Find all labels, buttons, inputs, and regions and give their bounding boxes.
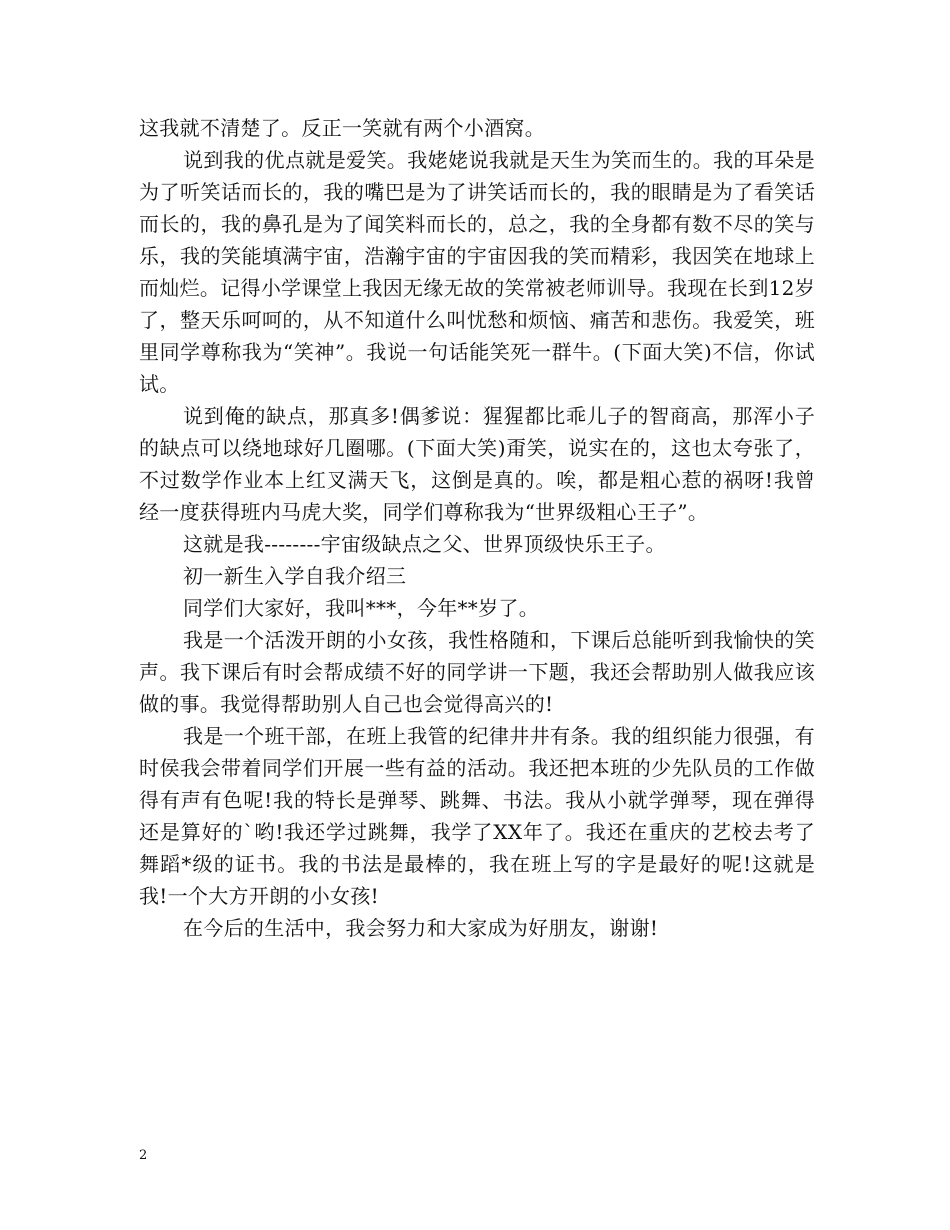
paragraph-3: 说到俺的缺点，那真多!偶爹说：猩猩都比乖儿子的智商高，那浑小子的缺点可以绕地球好几圈哪。(下面大笑)甭笑，说实在的，这也太夸张了，不过数学作业本上红叉满天飞，这倒是真的。唉，都是粗心惹的祸呀!我曾经一度获得班内马虎大奖，同学们尊称我为“世界级粗心王子”。 xyxy=(139,404,815,524)
paragraph-6: 同学们大家好，我叫***，今年**岁了。 xyxy=(183,596,539,620)
paragraph-4: 这就是我--------宇宙级缺点之父、世界顶级快乐王子。 xyxy=(183,532,666,556)
paragraph-2: 说到我的优点就是爱笑。我姥姥说我就是天生为笑而生的。我的耳朵是为了听笑话而长的，我的嘴巴是为了讲笑话而长的，我的眼睛是为了看笑话而长的，我的鼻孔是为了闻笑料而长的，总之，我的全身都有数不尽的笑与乐，我的笑能填满宇宙，浩瀚宇宙的宇宙因我的笑而精彩，我因笑在地球上而灿烂。记得小学课堂上我因无缘无故的笑常被老师训导。我现在长到12岁了，整天乐呵呵的，从不知道什么叫忧愁和烦恼、痛苦和悲伤。我爱笑，班里同学尊称我为“笑神”。我说一句话能笑死一群牛。(下面大笑)不信，你试试。 xyxy=(139,148,815,396)
body-text xyxy=(139,112,815,944)
page-number: 2 xyxy=(139,1148,148,1163)
paragraph-1: 这我就不清楚了。反正一笑就有两个小酒窝。 xyxy=(139,116,545,140)
paragraph-8: 我是一个班干部，在班上我管的纪律井井有条。我的组织能力很强，有时侯我会带着同学们开展一些有益的活动。我还把本班的少先队员的工作做得有声有色呢!我的特长是弹琴、跳舞、书法。我从小就学弹琴，现在弹得还是算好的`哟!我还学过跳舞，我学了XX年了。我还在重庆的艺校去考了舞蹈*级的证书。我的书法是最棒的，我在班上写的字是最好的呢!这就是我!一个大方开朗的小女孩! xyxy=(139,724,815,908)
section-heading: 初一新生入学自我介绍三 xyxy=(183,564,407,588)
paragraph-7: 我是一个活泼开朗的小女孩，我性格随和，下课后总能听到我愉快的笑声。我下课后有时会帮成绩不好的同学讲一下题，我还会帮助别人做我应该做的事。我觉得帮助别人自己也会觉得高兴的! xyxy=(139,628,815,716)
paragraph-9: 在今后的生活中，我会努力和大家成为好朋友，谢谢! xyxy=(183,916,659,940)
